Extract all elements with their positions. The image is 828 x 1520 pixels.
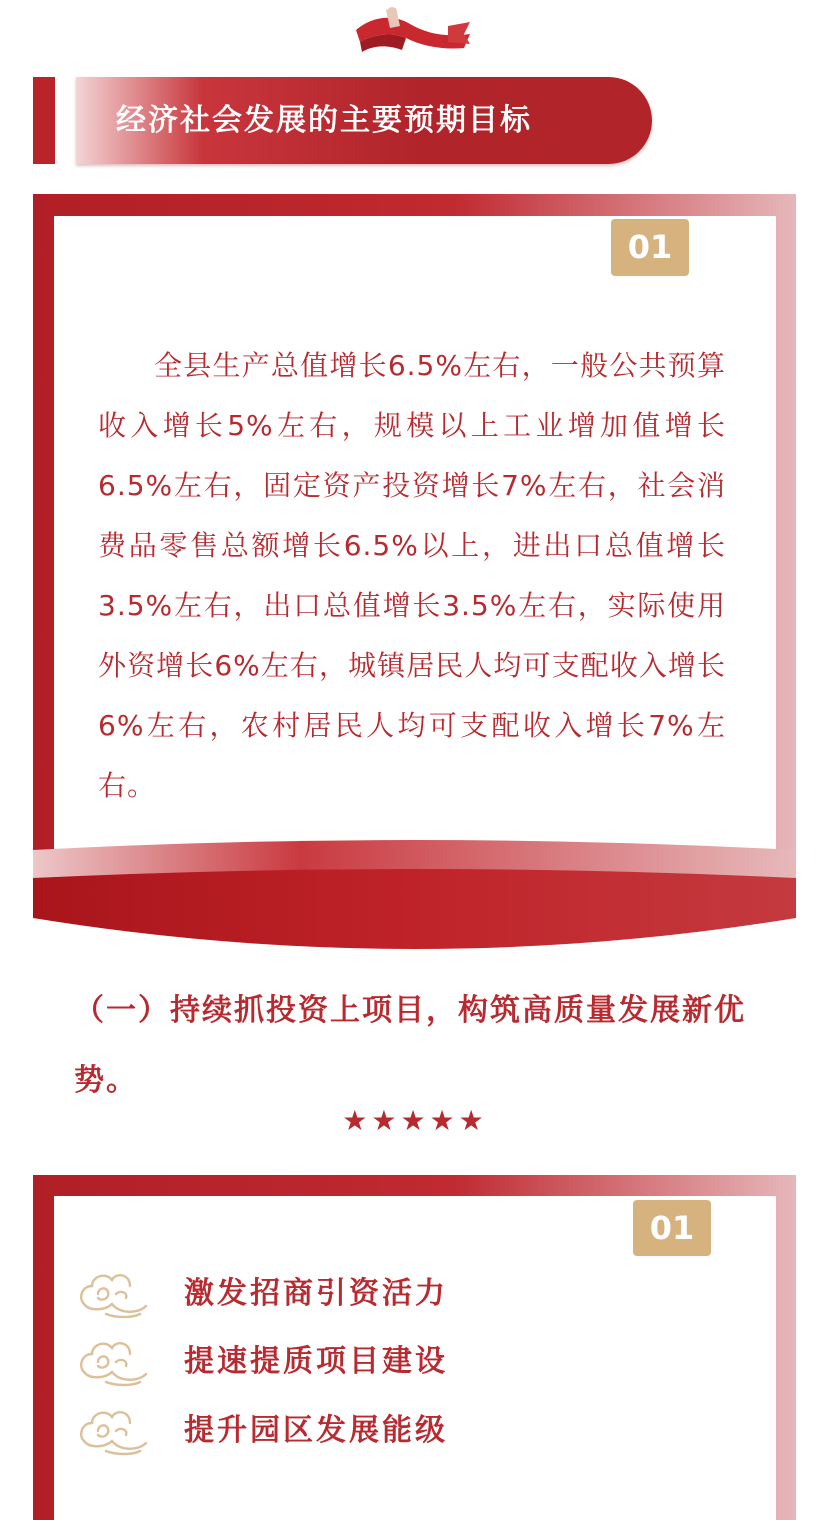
star-divider: ★★★★★ <box>342 1104 488 1137</box>
auspicious-cloud-icon <box>76 1401 148 1459</box>
section-heading: （一）持续抓投资上项目，构筑高质量发展新优势。 <box>74 993 746 1098</box>
list-item <box>76 1264 576 1324</box>
list-item <box>76 1332 576 1392</box>
wave-decoration <box>33 820 796 954</box>
list-item-label: 提升园区发展能级 <box>184 1413 448 1448</box>
card1-number-badge: 01 <box>611 219 689 276</box>
auspicious-cloud-icon <box>76 1264 148 1322</box>
banner-accent-bar <box>33 77 55 164</box>
list-item-label: 激发招商引资活力 <box>184 1276 448 1311</box>
ribbon-decoration-icon <box>352 4 474 56</box>
section-banner-title: 经济社会发展的主要预期目标 <box>116 103 532 138</box>
list-item-label: 提速提质项目建设 <box>184 1344 448 1379</box>
card2-number-badge: 01 <box>633 1200 711 1256</box>
list-item <box>76 1401 576 1461</box>
goals-paragraph: 全县生产总值增长6.5%左右，一般公共预算收入增长5%左右，规模以上工业增加值增长6.5%左右，固定资产投资增长7%左右，社会消费品零售总额增长6.5%以上，进出口总值增长3.5%左右，出口总值增长3.5%左右，实际使用外资增长6%左右，城镇居民人均可支配收入增长6%左右，农村居民人均可支配收入增长7%左右。 <box>98 349 726 802</box>
auspicious-cloud-icon <box>76 1332 148 1390</box>
